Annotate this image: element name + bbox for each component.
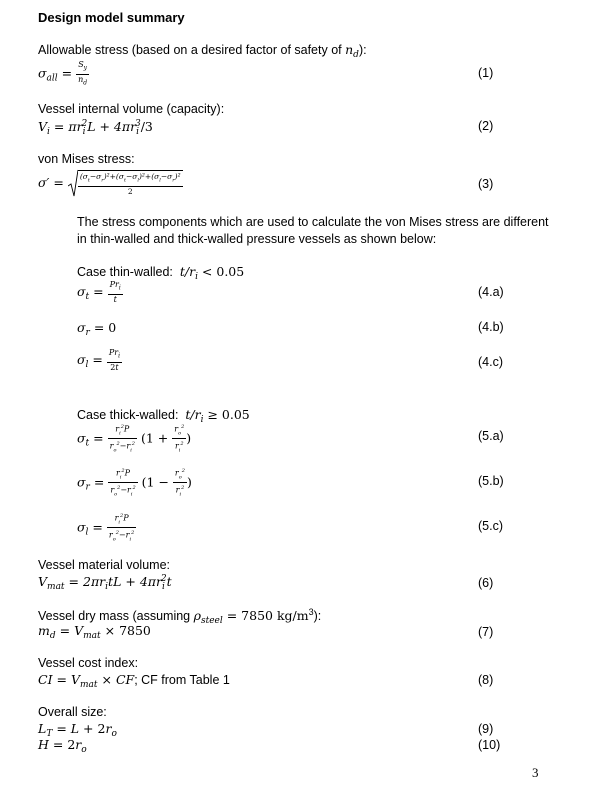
cost-index-heading: Vessel cost index: [38,656,139,670]
internal-volume-equation: $V_i = \pi r_i^2L + 4\pi r_i^3/3$ [38,119,153,137]
equation-number-6: (6) [478,576,494,590]
equation-number-2: (2) [478,119,494,133]
equation-number-1: (1) [478,66,494,80]
equation-number-5a: (5.a) [478,429,504,443]
overall-length-equation: $L_T = L + 2r_o$ [38,721,117,739]
equation-number-5b: (5.b) [478,474,504,488]
overall-size-heading: Overall size: [38,705,107,719]
equation-number-4b: (4.b) [478,320,504,334]
equation-number-9: (9) [478,722,494,736]
page-number: 3 [532,765,539,780]
thick-longitudinal-stress-equation: $\sigma_l$ = $\frac{r_i^2P}{r_o^2-r_i^2}$ [77,513,135,543]
dry-mass-equation: $m_d = V_{mat} \times 7850$ [38,623,151,641]
equation-number-4a: (4.a) [478,285,504,299]
equation-number-5c: (5.c) [478,519,503,533]
thin-hoop-stress-equation: $\sigma_t$ = $\frac{Pr_i}{t}$ [77,280,121,304]
thin-radial-stress-equation: $\sigma_r = 0$ [77,320,117,338]
internal-volume-heading: Vessel internal volume (capacity): [38,102,225,116]
thin-walled-heading: Case thin-walled: $t/r_i < 0.05$ [77,264,245,282]
material-volume-equation: $V_{mat} = 2\pi r_itL + 4\pi r_i^2t$ [38,574,172,592]
equation-number-3: (3) [478,177,494,191]
thick-radial-stress-equation: $\sigma_r$ = $\frac{r_i^2P}{r_o^2-r_i^2}$ (1 − $\frac{r_o^2}{r_i^2}$ ) [77,468,192,498]
equation-number-8: (8) [478,673,494,687]
overall-height-equation: $H = 2r_o$ [38,737,87,755]
thick-walled-heading: Case thick-walled: $t/r_i \ge 0.05$ [77,407,250,425]
thick-hoop-stress-equation: $\sigma_t$ = $\frac{r_i^2P}{r_o^2-r_i^2}$ (1 + $\frac{r_o^2}{r_i^2}$ ) [77,424,192,454]
thin-longitudinal-stress-equation: $\sigma_l$ = $\frac{Pr_i}{2t}$ [77,348,121,372]
stress-components-note: The stress components which are used to calculate the von Mises stress are different in thin-walled and thick-walled pressure vessels as shown below: [77,215,549,246]
page-title: Design model summary [38,10,185,25]
material-volume-heading: Vessel material volume: [38,558,171,572]
sqrt-sign-icon [68,169,78,197]
dry-mass-heading: Vessel dry mass (assuming $\rho_{steel} = 7850$ $kg/m^3$): [38,607,322,626]
equation-number-10: (10) [478,738,501,752]
equation-number-7: (7) [478,625,494,639]
von-mises-heading: von Mises stress: [38,152,135,166]
allowable-stress-equation: $\sigma_{all}$ = $\frac{S_y}{n_d}$ [38,60,88,87]
von-mises-equation: σ′ = $\frac{(\sigma_t-\sigma_r)^2+(\sigma_t-\sigma_l)^2+(\sigma_l-\sigma_r)^2}{2}$ [38,170,183,197]
equation-number-4c: (4.c) [478,355,503,369]
allowable-stress-heading: Allowable stress (based on a desired factor of safety of $n_d$): [38,42,367,60]
cost-index-equation: CI = $V_{mat}$ × CF; CF from Table 1 [38,672,230,690]
